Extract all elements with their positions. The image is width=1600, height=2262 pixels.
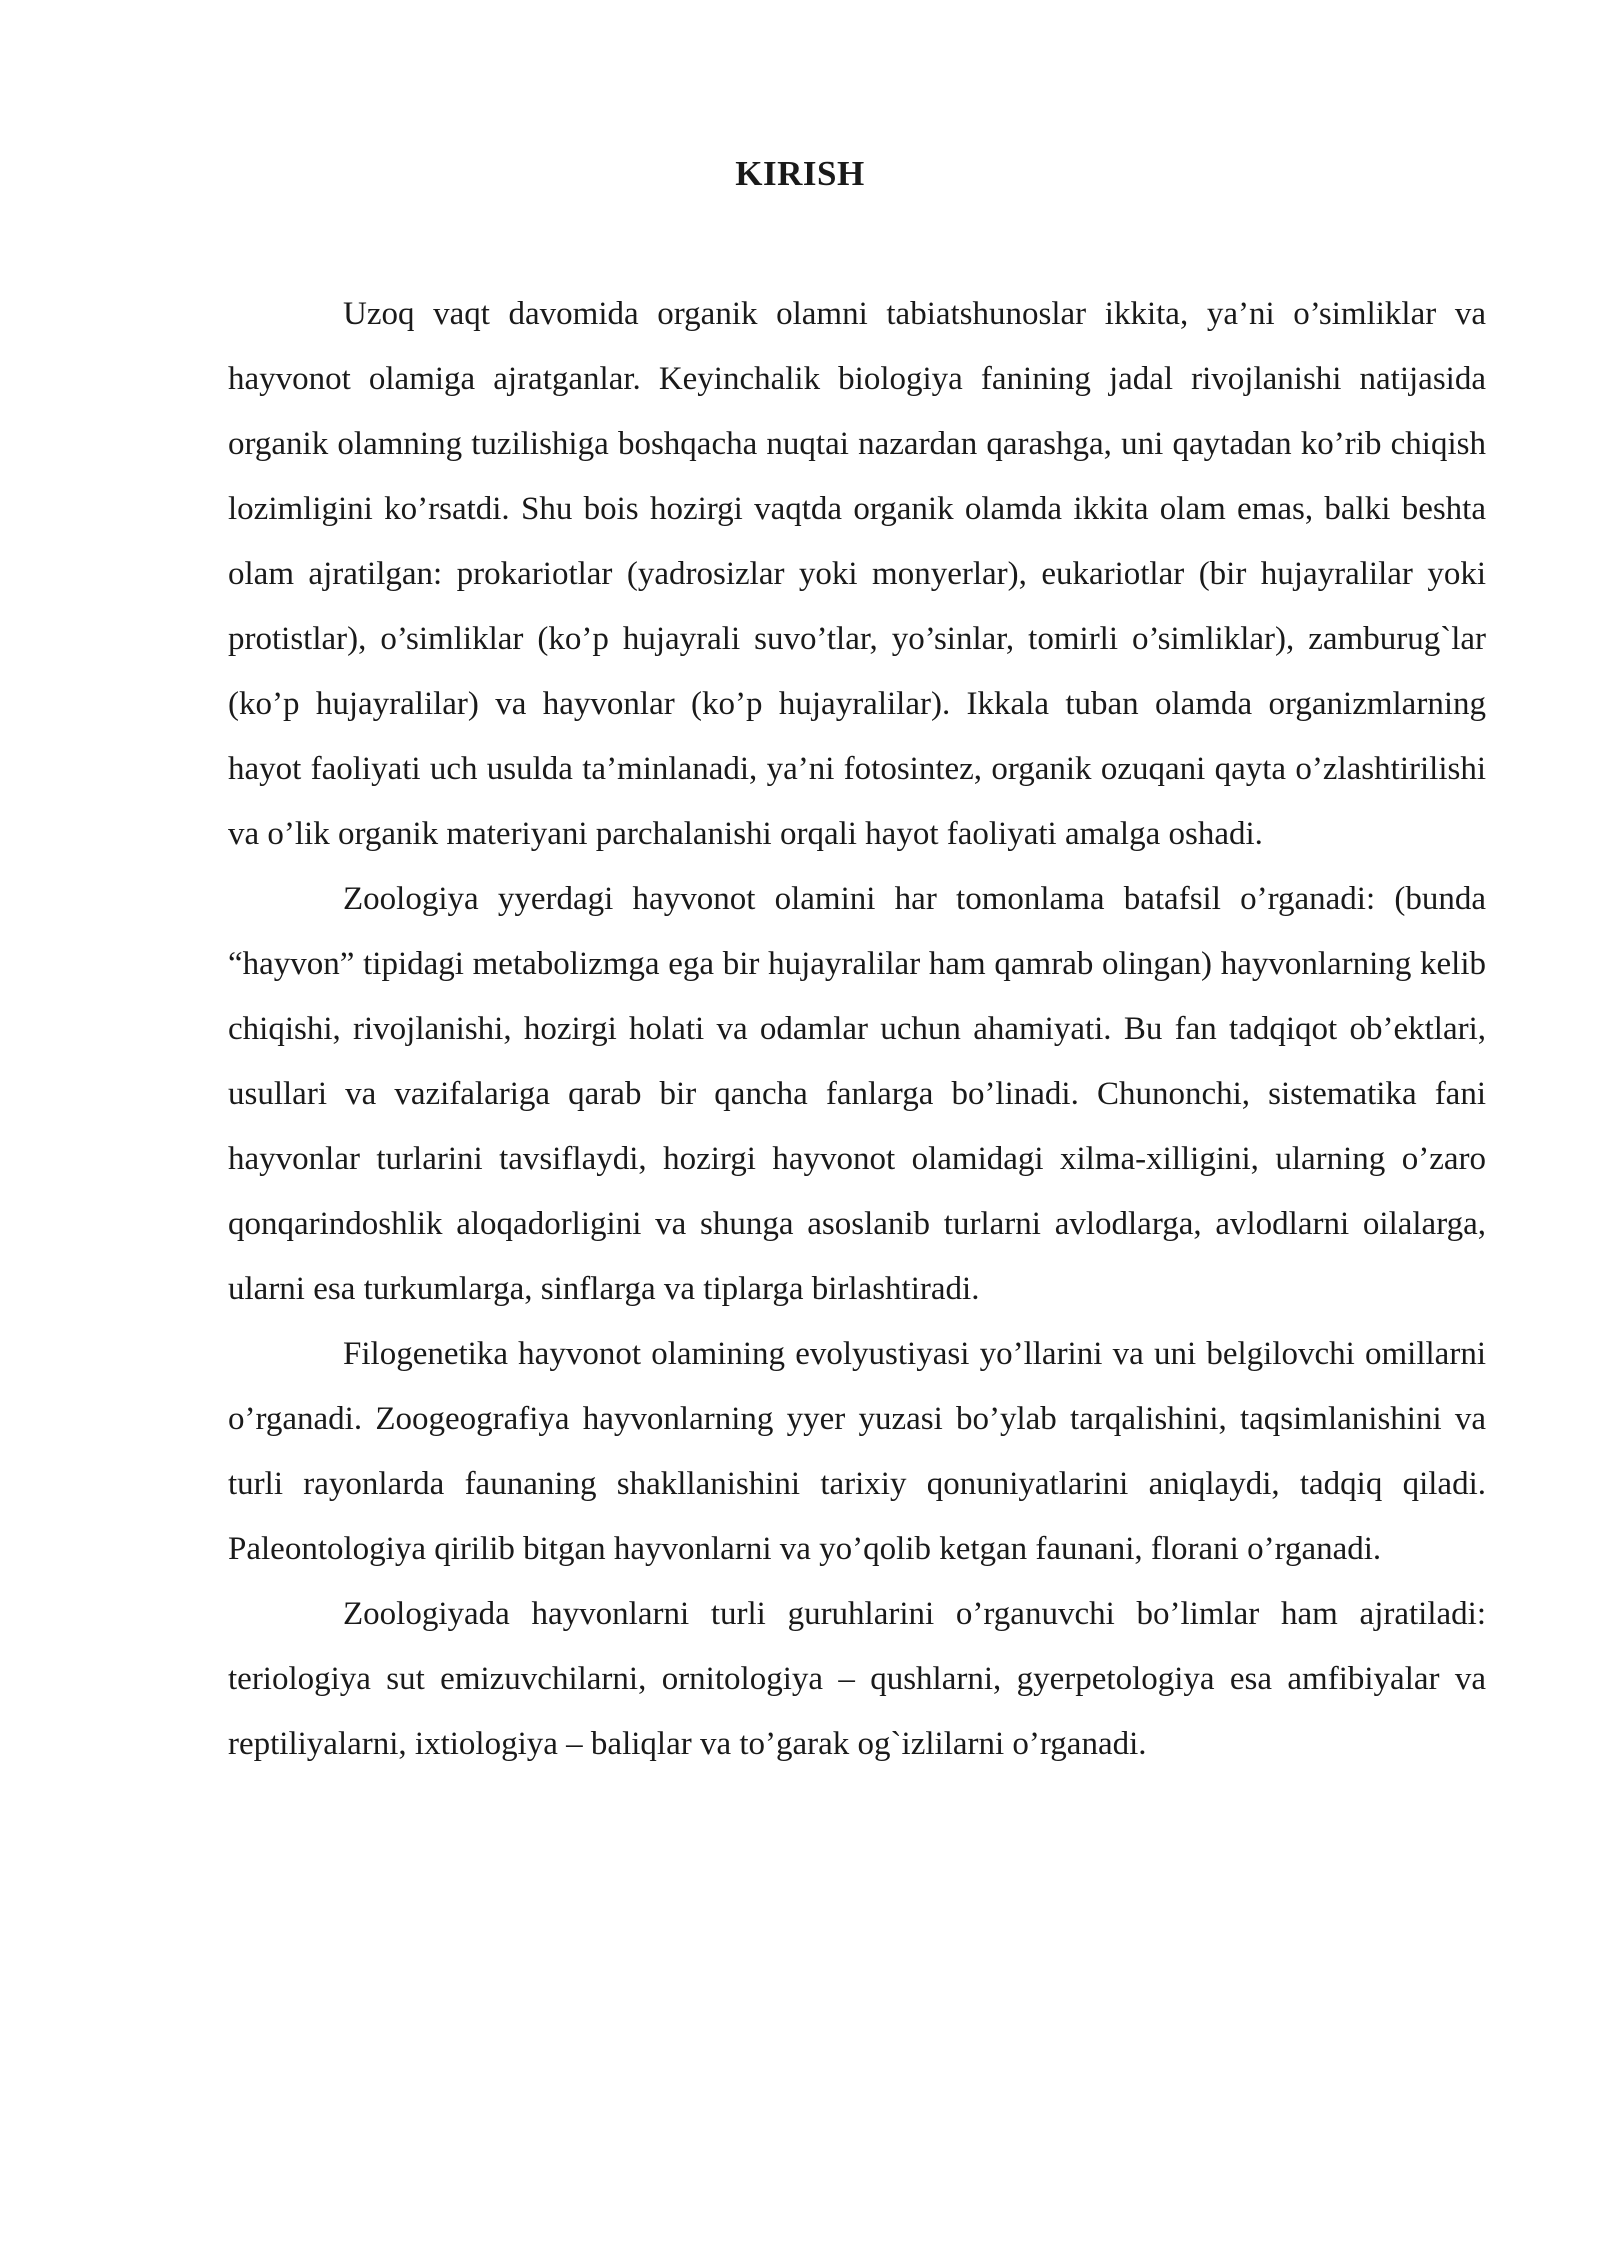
paragraph-3: Filogenetika hayvonot olamining evolyustiyasi yo’llarini va uni belgilovchi omillarni o’rganadi. Zoogeografiya hayvonlarning yyer yuzasi bo’ylab tarqalishini, taqsimlanishini va turli rayonlarda faunaning shakllanishini tarixiy qonuniyatlarini aniqlaydi, tadqiq qiladi. Paleontologiya qirilib bitgan hayvonlarni va yo’qolib ketgan faunani, florani o’rganadi. [228, 1336, 1486, 1567]
page-title: KIRISH [735, 154, 865, 193]
paragraph-1: Uzoq vaqt davomida organik olamni tabiatshunoslar ikkita, ya’ni o’simliklar va hayvonot olamiga ajratganlar. Keyinchalik biologiya fanining jadal rivojlanishi natijasida organik olamning tuzilishiga boshqacha nuqtai nazardan qarashga, uni qaytadan ko’rib chiqish lozimligini ko’rsatdi. Shu bois hozirgi vaqtda organik olamda ikkita olam emas, balki beshta olam ajratilgan: prokariotlar (yadrosizlar yoki monyerlar), eukariotlar (bir hujayralilar yoki protistlar), o’simliklar (ko’p hujayrali suvo’tlar, yo’sinlar, tomirli o’simliklar), zamburug`lar (ko’p hujayralilar) va hayvonlar (ko’p hujayralilar). Ikkala tuban olamda organizmlarning hayot faoliyati uch usulda ta’minlanadi, ya’ni fotosintez, organik ozuqani qayta o’zlashtirilishi va o’lik organik materiyani parchalanishi orqali hayot faoliyati amalga oshadi. [228, 296, 1486, 852]
paragraph-4: Zoologiyada hayvonlarni turli guruhlarini o’rganuvchi bo’limlar ham ajratiladi: teriologiya sut emizuvchilarni, ornitologiya – qushlarni, gyerpetologiya esa amfibiyalar va reptiliyalarni, ixtiologiya – baliqlar va to’garak og`izlilarni o’rganadi. [228, 1596, 1486, 1762]
body-text [228, 282, 1486, 1777]
paragraph-2: Zoologiya yyerdagi hayvonot olamini har tomonlama batafsil o’rganadi: (bunda “hayvon” tipidagi metabolizmga ega bir hujayralilar ham qamrab olingan) hayvonlarning kelib chiqishi, rivojlanishi, hozirgi holati va odamlar uchun ahamiyati. Bu fan tadqiqot ob’ektlari, usullari va vazifalariga qarab bir qancha fanlarga bo’linadi. Chunonchi, sistematika fani hayvonlar turlarini tavsiflaydi, hozirgi hayvonot olamidagi xilma-xilligini, ularning o’zaro qonqarindoshlik aloqadorligini va shunga asoslanib turlarni avlodlarga, avlodlarni oilalarga, ularni esa turkumlarga, sinflarga va tiplarga birlashtiradi. [228, 881, 1486, 1307]
